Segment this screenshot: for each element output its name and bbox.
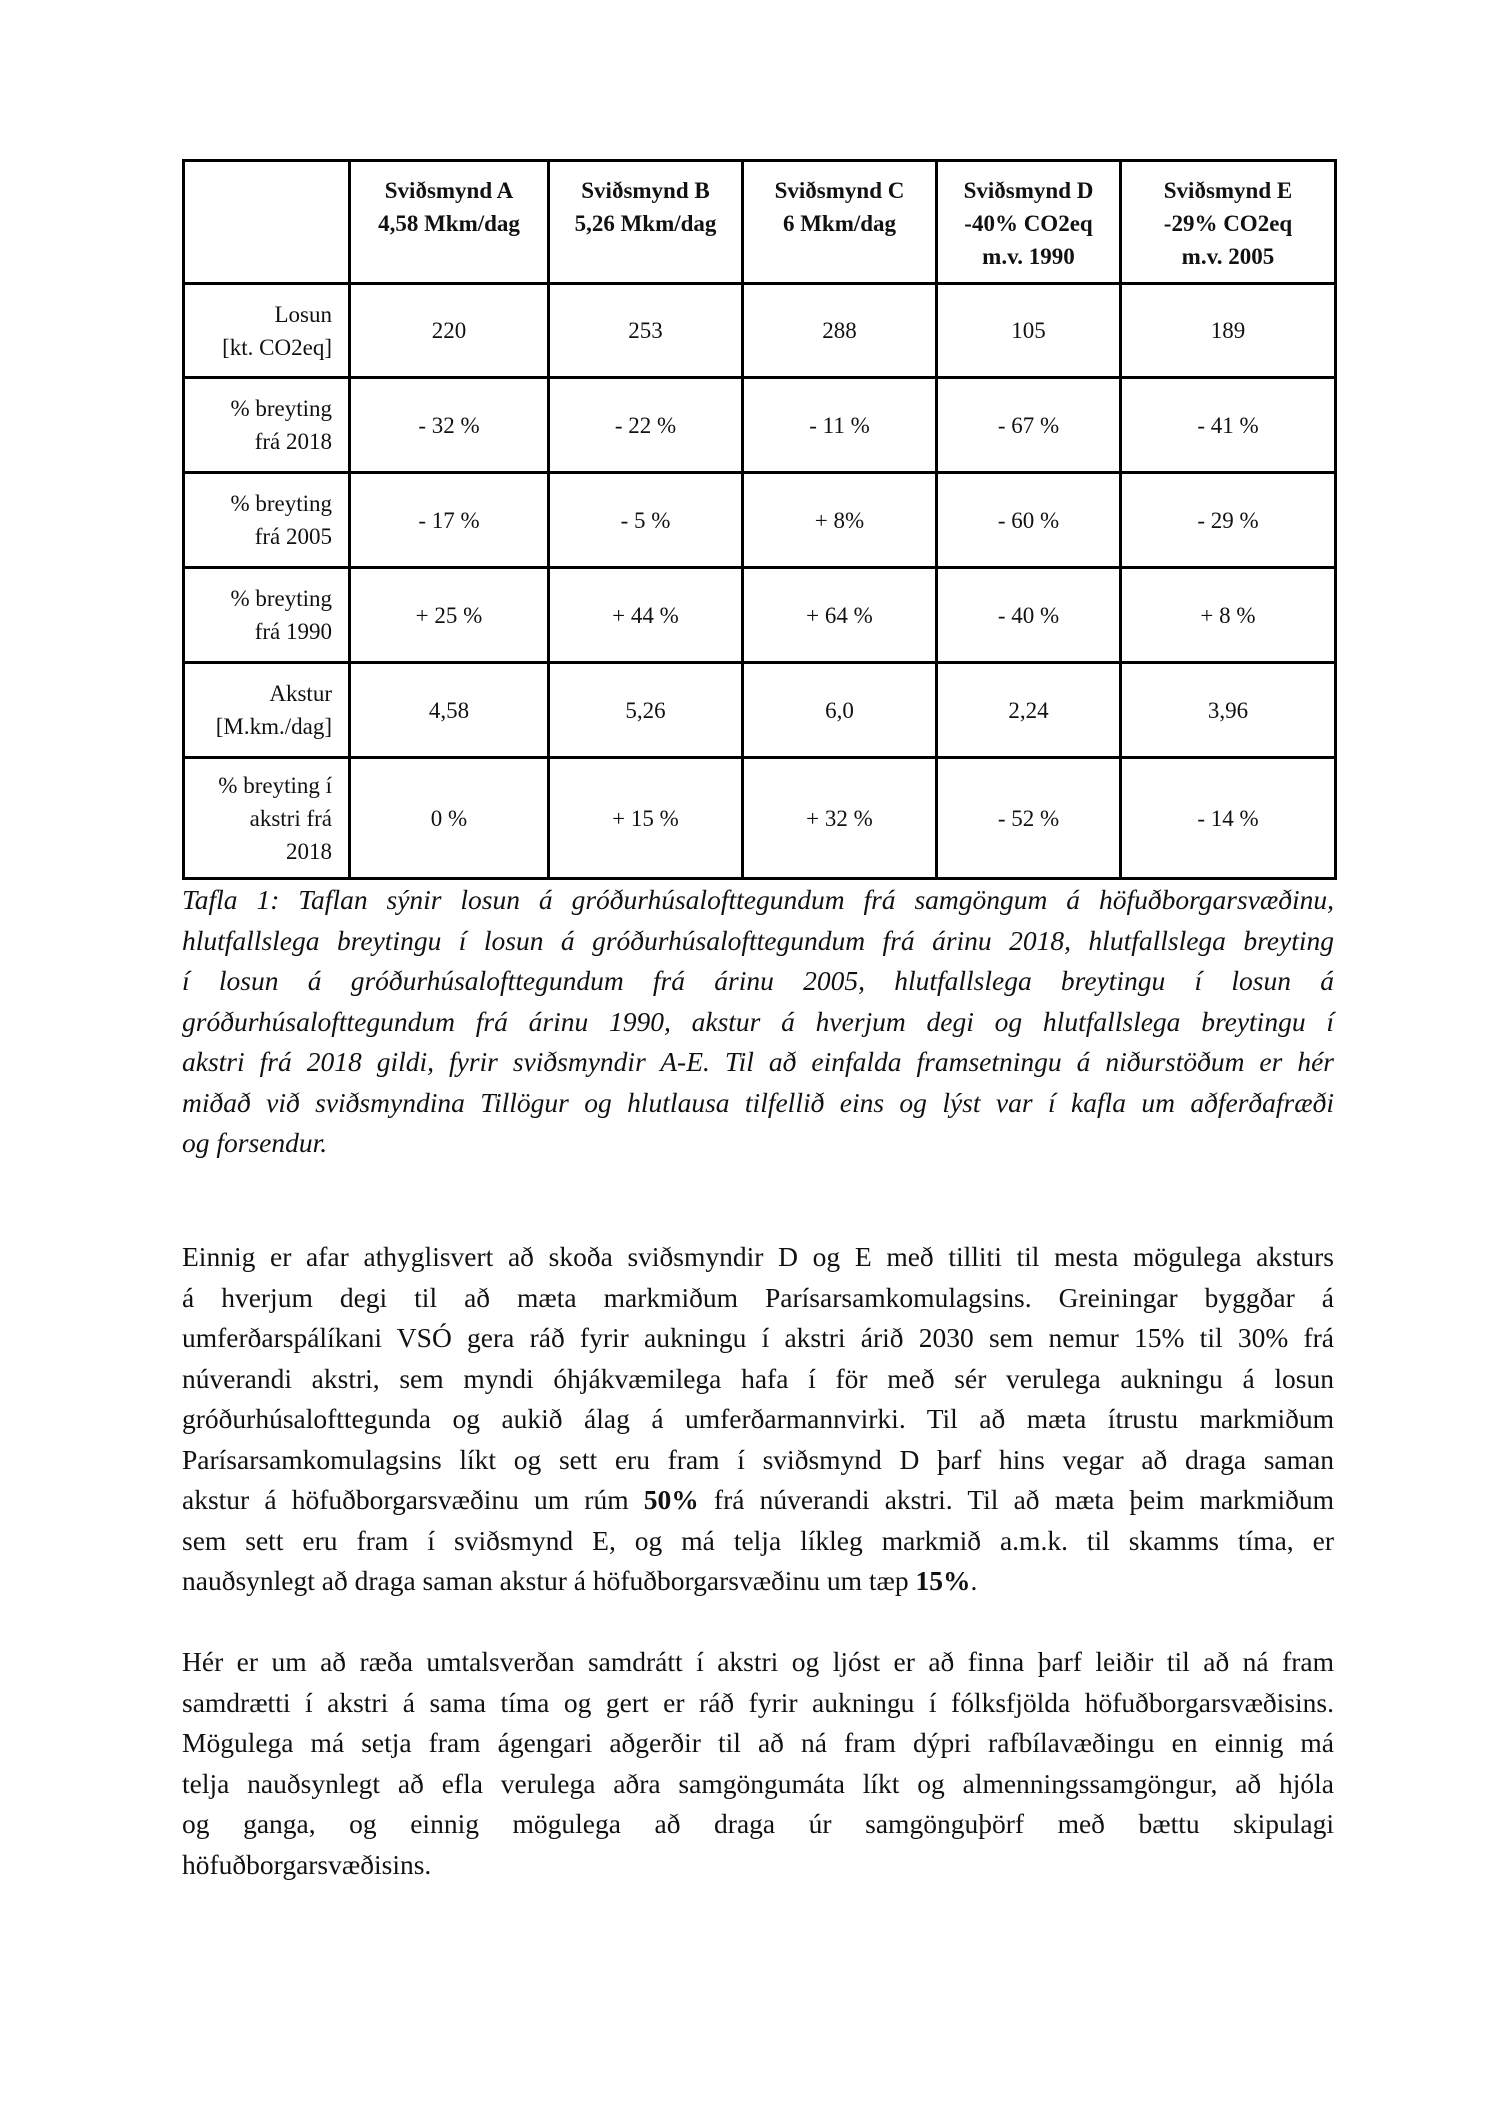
column-header-c: Sviðsmynd C 6 Mkm/dag (743, 161, 937, 284)
table-cell: + 25 % (350, 568, 549, 663)
table-row-losun (184, 284, 1336, 378)
row-label: Akstur [M.km./dag] (184, 663, 350, 758)
table-cell: + 8% (743, 473, 937, 568)
table-cell: 0 % (350, 758, 549, 879)
column-header-d: Sviðsmynd D -40% CO2eq m.v. 1990 (937, 161, 1121, 284)
table-cell: - 67 % (937, 378, 1121, 473)
table-row-breyting-2005 (184, 473, 1336, 568)
table-cell: - 22 % (549, 378, 743, 473)
emphasis-50-percent: 50% (643, 1484, 699, 1515)
table-cell: - 40 % (937, 568, 1121, 663)
table-cell: - 32 % (350, 378, 549, 473)
body-paragraph-2: Hér er um að ræða umtalsverðan samdrátt í akstri og ljóst er að finna þarf leiðir til að ná fram samdrætti í akstri á sama tíma og gert er ráð fyrir aukningu í fólksfjölda höfuðborgarsvæðisins. Mögulega má setja fram ágengari aðgerðir til að ná fram dýpri rafbílavæðingu en einnig má telja nauðsynlegt að efla verulega aðra samgöngumáta líkt og almenningssamgöngur, að hjóla og ganga, og einnig mögulega að draga úr samgönguþörf með bættu skipulagi höfuðborgarsvæðisins. (182, 1646, 1334, 1880)
table-cell: - 29 % (1121, 473, 1336, 568)
table-row-akstur (184, 663, 1336, 758)
table-row-breyting-akstri (184, 758, 1336, 879)
table-cell: 189 (1121, 284, 1336, 378)
table-cell: + 8 % (1121, 568, 1336, 663)
row-label: % breyting í akstri frá 2018 (184, 758, 350, 879)
table-cell: 220 (350, 284, 549, 378)
table-corner-cell (184, 161, 350, 284)
table-cell: 288 (743, 284, 937, 378)
table-header-row (184, 161, 1336, 284)
table-cell: 6,0 (743, 663, 937, 758)
table-cell: - 60 % (937, 473, 1121, 568)
table-cell: 2,24 (937, 663, 1121, 758)
table-cell: - 14 % (1121, 758, 1336, 879)
line-with-bold-15: nauðsynlegt að draga saman akstur á höfuðborgarsvæðinu um tæp 15%. (182, 1565, 978, 1596)
scenario-table (182, 159, 1337, 880)
table-cell: - 41 % (1121, 378, 1336, 473)
table-cell: 105 (937, 284, 1121, 378)
row-label: % breyting frá 2005 (184, 473, 350, 568)
table-cell: 5,26 (549, 663, 743, 758)
table-cell: + 32 % (743, 758, 937, 879)
table-row-breyting-1990 (184, 568, 1336, 663)
table-cell: - 11 % (743, 378, 937, 473)
table-cell: - 5 % (549, 473, 743, 568)
table-cell: + 44 % (549, 568, 743, 663)
emphasis-15-percent: 15% (915, 1565, 971, 1596)
table-cell: - 52 % (937, 758, 1121, 879)
table-cell: 253 (549, 284, 743, 378)
column-header-e: Sviðsmynd E -29% CO2eq m.v. 2005 (1121, 161, 1336, 284)
table-cell: + 64 % (743, 568, 937, 663)
row-label: % breyting frá 2018 (184, 378, 350, 473)
row-label: % breyting frá 1990 (184, 568, 350, 663)
line-with-bold-50: akstur á höfuðborgarsvæðinu um rúm 50% frá núverandi akstri. Til að mæta þeim markmiðum (182, 1484, 1335, 1515)
row-label: Losun [kt. CO2eq] (184, 284, 350, 378)
column-header-b: Sviðsmynd B 5,26 Mkm/dag (549, 161, 743, 284)
table-row-breyting-2018 (184, 378, 1336, 473)
table-cell: + 15 % (549, 758, 743, 879)
table-caption: Tafla 1: Taflan sýnir losun á gróðurhúsalofttegundum frá samgöngum á höfuðborgarsvæðinu, hlutfallslega breytingu í losun á gróðurhúsalofttegundum frá árinu 2018, hlutfallslega breyting í losun á gróðurhúsalofttegundum frá árinu 2005, hlutfallslega breytingu í losun á gróðurhúsalofttegundum frá árinu 1990, akstur á hverjum degi og hlutfallslega breytingu í akstri frá 2018 gildi, fyrir sviðsmyndir A-E. Til að einfalda framsetningu á niðurstöðum er hér miðað við sviðsmyndina Tillögur og hlutlausa tilfellið eins og lýst var í kafla um aðferðafræði og forsendur. (182, 884, 1334, 1158)
column-header-a: Sviðsmynd A 4,58 Mkm/dag (350, 161, 549, 284)
table-cell: 3,96 (1121, 663, 1336, 758)
body-paragraph-1: Einnig er afar athyglisvert að skoða sviðsmyndir D og E með tilliti til mesta mögulega aksturs á hverjum degi til að mæta markmiðum Parísarsamkomulagsins. Greiningar byggðar á umferðarspálíkani VSÓ gera ráð fyrir aukningu í akstri árið 2030 sem nemur 15% til 30% frá núverandi akstri, sem myndi óhjákvæmilega hafa í för með sér verulega aukningu á losun gróðurhúsalofttegunda og aukið álag á umferðarmannvirki. Til að mæta ítrustu markmiðum Parísarsamkomulagsins líkt og sett eru fram í sviðsmynd D þarf hins vegar að draga saman akstur á höfuðborgarsvæðinu um rúm 50% frá núverandi akstri. Til að mæta þeim markmiðum sem sett eru fram í sviðsmynd E, og má telja líkleg markmið a.m.k. til skamms tíma, er nauðsynlegt að draga saman akstur á höfuðborgarsvæðinu um tæp 15%. (182, 1237, 1334, 1602)
table-cell: 4,58 (350, 663, 549, 758)
table-cell: - 17 % (350, 473, 549, 568)
